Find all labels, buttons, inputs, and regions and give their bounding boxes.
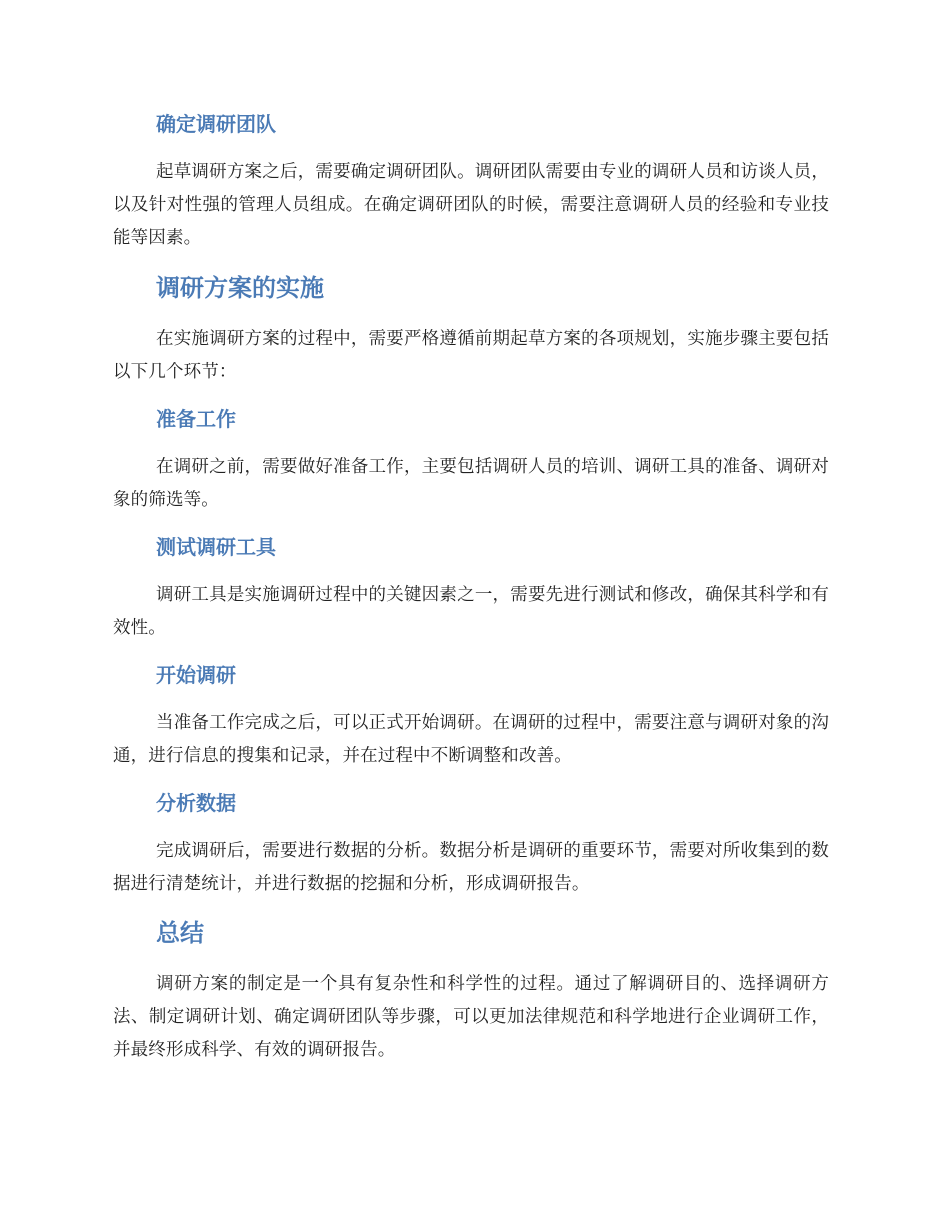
section-heading-preparation: 准备工作 bbox=[156, 407, 236, 431]
section-heading-start-research: 开始调研 bbox=[156, 663, 236, 687]
section-heading-test-tools: 测试调研工具 bbox=[156, 535, 276, 559]
section-heading-implementation: 调研方案的实施 bbox=[156, 274, 324, 302]
section-paragraph-determine-team: 起草调研方案之后，需要确定调研团队。调研团队需要由专业的调研人员和访谈人员，以及针对性强的管理人员组成。在确定调研团队的时候，需要注意调研人员的经验和专业技能等因素。 bbox=[113, 162, 829, 248]
section-paragraph-analyze-data: 完成调研后，需要进行数据的分析。数据分析是调研的重要环节，需要对所收集到的数据进行清楚统计，并进行数据的挖掘和分析，形成调研报告。 bbox=[113, 841, 829, 894]
section-heading-analyze-data: 分析数据 bbox=[156, 791, 236, 815]
section-paragraph-implementation: 在实施调研方案的过程中，需要严格遵循前期起草方案的各项规划，实施步骤主要包括以下几个环节： bbox=[113, 329, 829, 382]
section-heading-determine-team: 确定调研团队 bbox=[156, 112, 276, 136]
section-paragraph-summary: 调研方案的制定是一个具有复杂性和科学性的过程。通过了解调研目的、选择调研方法、制定调研计划、确定调研团队等步骤，可以更加法律规范和科学地进行企业调研工作，并最终形成科学、有效的调研报告。 bbox=[113, 974, 829, 1060]
section-paragraph-preparation: 在调研之前，需要做好准备工作，主要包括调研人员的培训、调研工具的准备、调研对象的筛选等。 bbox=[113, 457, 829, 510]
section-paragraph-start-research: 当准备工作完成之后，可以正式开始调研。在调研的过程中，需要注意与调研对象的沟通，进行信息的搜集和记录，并在过程中不断调整和改善。 bbox=[113, 713, 829, 766]
section-paragraph-test-tools: 调研工具是实施调研过程中的关键因素之一，需要先进行测试和修改，确保其科学和有效性。 bbox=[113, 585, 829, 638]
section-heading-summary: 总结 bbox=[156, 919, 204, 947]
